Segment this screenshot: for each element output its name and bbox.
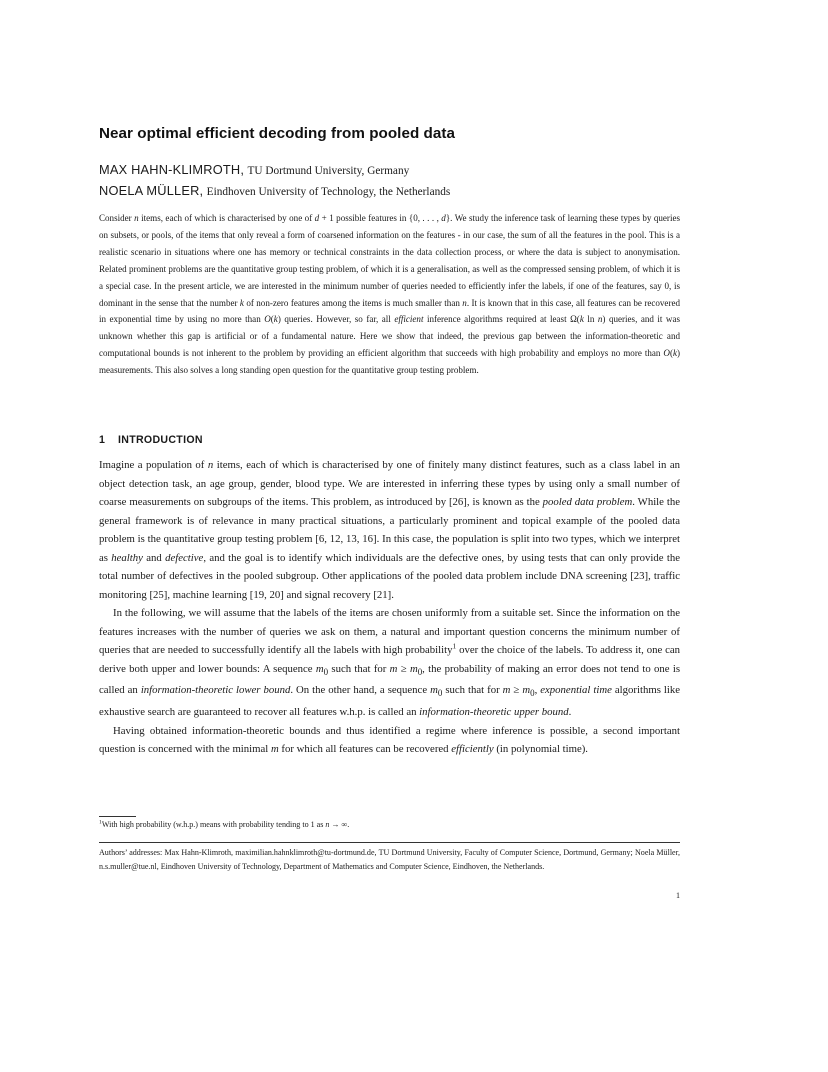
paragraph: Imagine a population of n items, each of which is characterised by one of finitely many distinct features, such as a class label in an object detection task, an age group, gender, blood type. We are interested in inferring these types by using only a small number of coarse measurements on subgroups of the items. This problem, as introduced by [26], is known as the pooled data problem. While the general framework is of relevance in many practical situations, a particularly prominent and topical example of the pooled data problem is the quantitative group testing problem [6, 12, 13, 16]. In this case, the population is split into two types, which we interpret as healthy and defective, and the goal is to identify which individuals are the defective ones, by using tests that can only provide the total number of defectives in the pooled subgroup. Other applications of the pooled data problem include DNA screening [23], traffic monitoring [25], machine learning [19, 20] and signal recovery [21].	[99, 459, 681, 601]
paper-title: Near optimal efficient decoding from pooled data	[99, 125, 455, 142]
section-title: INTRODUCTION	[118, 434, 203, 446]
paragraph: Having obtained information-theoretic bounds and thus identified a regime where inference is possible, a second important question is concerned with the minimal m for which all features can be recovered efficiently (in polynomial time).	[99, 724, 680, 756]
author-name: NOELA MÜLLER,	[99, 183, 204, 198]
abstract-text: Consider n items, each of which is characterised by one of d + 1 possible features in {0, . . . , d}. We study the inference task of learning these types by queries on subsets, or pools, of the items that only reveal a form of coarsened information on the features - in our case, the sum of all the features in the pool. This is a realistic scenario in situations where one has memory or technical constraints in the data collection process, or where the data is subject to anonymisation. Related prominent problems are the quantitative group testing problem, of which it is a generalisation, as well as the compressed sensing problem, of which it is a special case. In the present article, we are interested in the minimum number of queries needed to efficiently infer the labels, if one of the features, say 0, is dominant in the sense that the number k of non-zero features among the items is much smaller than n. It is known that in this case, all features can be recovered in exponential time by using no more than O(k) queries. However, so far, all efficient inference algorithms required at least Ω(k ln n) queries, and it was unknown whether this gap is artificial or of a fundamental nature. Here we show that indeed, the previous gap between the information-theoretic and computational bounds is not inherent to the problem by providing an efficient algorithm that succeeds with high probability and employs no more than O(k) measurements. This also solves a long standing open question for the quantitative group testing problem.	[99, 213, 680, 376]
section-heading	[99, 434, 203, 446]
author-name: MAX HAHN-KLIMROTH,	[99, 162, 245, 177]
footnote-rule	[99, 816, 136, 817]
section-number: 1	[99, 434, 106, 446]
address-rule	[99, 842, 680, 843]
author-affiliation: Eindhoven University of Technology, the Netherlands	[206, 186, 451, 198]
author-1	[99, 162, 680, 178]
paragraph: In the following, we will assume that the labels of the items are chosen uniformly from a suitable set. Since the information on the features increases with the number of queries we ask on them, a natural and important question concerns the minimum number of queries that are needed to successfully identify all the labels with high probability$^1$ over the choice of the labels. To address it, one can derive both upper and lower bounds: A sequence $m_0$ such that for $m \ge m_0$, the probability of making an error does not tend to one is called an information-theoretic lower bound. On the other hand, a sequence $m_0$ such that for $m \ge m_0$, exponential time algorithms like exhaustive search are guaranteed to recover all features w.h.p. is called an information-theoretic upper bound.	[99, 607, 680, 718]
author-2	[99, 183, 680, 199]
author-addresses: Authors’ addresses: Max Hahn-Klimroth, maximilian.hahnklimroth@tu-dortmund.de, TU Dortmund University, Faculty of Computer Science, Dortmund, Germany; Noela Müller, n.s.muller@tue.nl, Eindhoven University of Technology, Department of Mathematics and Computer Science, Eindhoven, the Netherlands.	[99, 848, 680, 872]
author-affiliation: TU Dortmund University, Germany	[247, 165, 410, 177]
abstract	[99, 210, 680, 379]
footnote: $^1$With high probability (w.h.p.) means with probability tending to 1 as n → ∞.	[99, 819, 350, 829]
footnote-marker: 1	[452, 641, 457, 651]
page-number: 1	[675, 891, 680, 900]
body-text	[99, 456, 680, 759]
